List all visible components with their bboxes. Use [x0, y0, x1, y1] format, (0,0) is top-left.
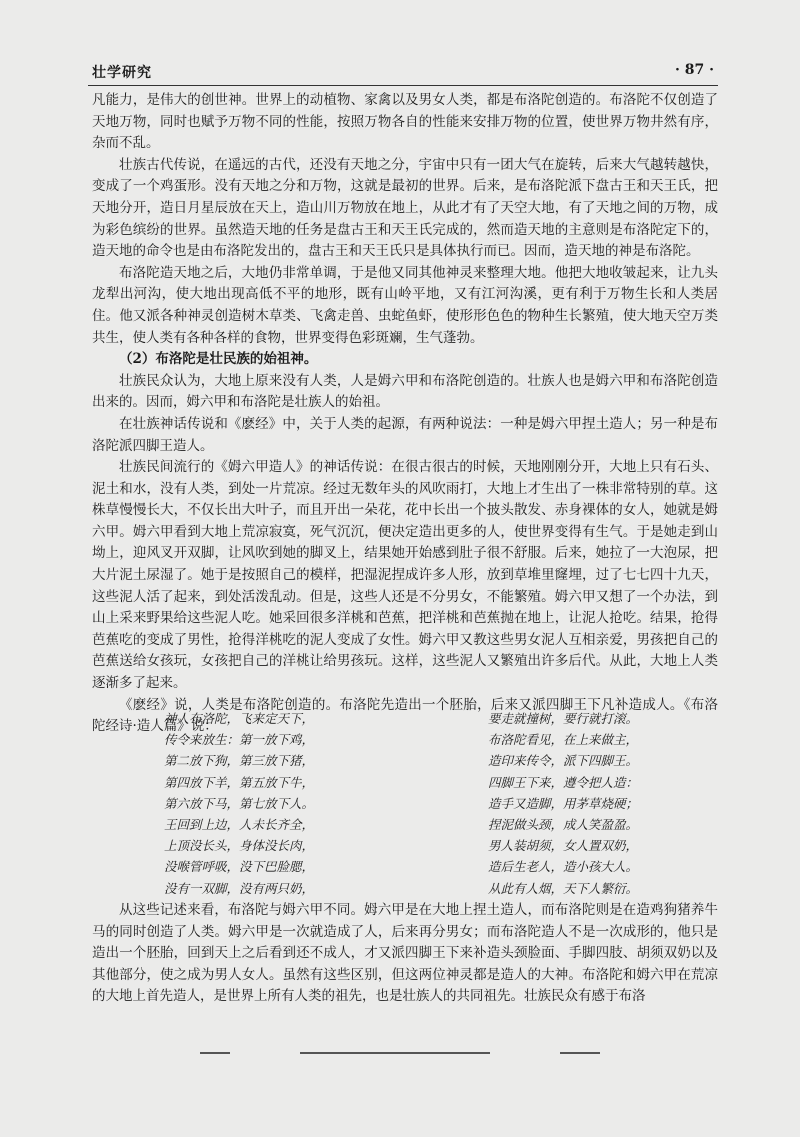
poem-line: 四脚王下来，遵令把人造： — [488, 774, 639, 790]
article-body-top — [92, 90, 718, 738]
poem-line: 上顶没长头，身体没长肉， — [164, 838, 315, 854]
paragraph: 壮族民众认为，大地上原来没有人类，人是姆六甲和布洛陀创造的。壮族人也是姆六甲和布洛陀创造出来的。因而，姆六甲和布洛陀是壮族人的始祖。 — [92, 372, 718, 411]
poem-line: 从此有人烟，天下人繁衍。 — [488, 880, 639, 896]
running-header — [92, 62, 714, 84]
poem-line: 第四放下羊，第五放下牛， — [164, 774, 315, 790]
poem-line: 传令来放生：第一放下鸡， — [164, 732, 315, 748]
paragraph: 壮族民间流行的《姆六甲造人》的神话传说：在很古很古的时候，天地刚刚分开，大地上只有石头、泥土和水，没有人类，到处一片荒凉。经过无数年头的风吹雨打，大地上才生出了一株非常特别的草。这株草慢慢长大，不仅长出大叶子，而且开出一朵花，花中长出一个披头散发、赤身裸体的女人，她就是姆六甲。姆六甲看到大地上荒凉寂寞，死气沉沉，便决定造出更多的人，使世界变得有生气。于是她走到山坳上，迎风叉开双脚，让风吹到她的脚叉上，结果她开始感到肚子很不舒服。后来，她拉了一大泡尿，把大片泥土尿湿了。她于是按照自己的模样，把湿泥捏成许多人形，放到草堆里窿埋，过了七七四十九天，这些泥人活了起来，到处活泼乱动。但是，这些人还是不分男女，不能繁殖。姆六甲又想了一个办法，到山上采来野果给这些泥人吃。她采回很多洋桃和芭蕉，把洋桃和芭蕉抛在地上，让泥人抢吃。结果，抢得芭蕉吃的变成了男性，抢得洋桃吃的泥人变成了女性。姆六甲又教这些男女泥人互相亲爱，男孩把自己的芭蕉送给女孩玩，女孩把自己的洋桃让给男孩玩。这样，这些泥人又繁殖出许多后代。从此，大地上人类逐渐多了起来。 — [92, 459, 718, 692]
poem-line: 第六放下马，第七放下人。 — [164, 795, 315, 811]
poem-right-column — [488, 708, 718, 899]
paragraph: （2）布洛陀是壮民族的始祖神。 — [119, 351, 318, 368]
poem-line: 捏泥做头颈，成人笑盈盈。 — [488, 817, 639, 833]
paragraph: 布洛陀造天地之后，大地仍非常单调，于是他又同其他神灵来整理大地。他把大地收皱起来，让九头龙犁出河沟，使大地出现高低不平的地形，既有山岭平地，又有江河沟溪，更有利于万物生长和人类居住。他又派各种神灵创造树木草类、飞禽走兽、虫蛇鱼虾，使形形色色的物种生长繁殖，使大地天空万类共生，使人类有各种各样的食物，世界变得色彩斑斓，生气蓬勃。 — [92, 264, 718, 346]
poem-line: 没喉管呼吸，没下巴脸腮， — [164, 859, 315, 875]
poem-line: 王回到上边，人未长齐全， — [164, 817, 315, 833]
header-rule — [88, 85, 718, 86]
poem-line: 要走就撞树，要行就打滚。 — [488, 711, 639, 726]
poem-left-column — [164, 708, 394, 899]
poem-line: 神人布洛陀，飞来定天下， — [164, 711, 315, 726]
poem-line: 没有一双脚，没有两只奶， — [164, 880, 315, 896]
footer-rule-segment — [300, 1052, 490, 1054]
paragraph: 壮族古代传说，在遥远的古代，还没有天地之分，宇宙中只有一团大气在旋转，后来大气越转越快，变成了一个鸡蛋形。没有天地之分和万物，这就是最初的世界。后来，是布洛陀派下盘古王和天王氏，把天地分开，造日月星辰放在天上，造山川万物放在地上，从此才有了天空大地，有了天地之间的万物，成为彩色缤纷的世界。虽然造天地的任务是盘古王和天王氏完成的，然而造天地的主意则是布洛陀定下的，造天地的命令也是由布洛陀发出的，盘古王和天王氏只是具体执行而已。因而，造天地的神是布洛陀。 — [92, 156, 718, 260]
article-body-bottom — [92, 900, 718, 1008]
paragraph: 凡能力，是伟大的创世神。世界上的动植物、家禽以及男女人类，都是布洛陀创造的。布洛陀不仅创造了天地万物，同时也赋予万物不同的性能，按照万物各自的性能来安排万物的位置，使世界万物井然有序，杂而不乱。 — [92, 92, 718, 152]
poem-line: 男人装胡须，女人置双奶， — [488, 838, 639, 854]
page-number: · 87 · — [675, 62, 714, 78]
paragraph: 在壮族神话传说和《麽经》中，关于人类的起源，有两种说法：一种是姆六甲捏土造人；另一种是布洛陀派四脚王造人。 — [92, 415, 718, 454]
footer-rule-segment — [200, 1052, 230, 1054]
paragraph: 《麽经》说，人类是布洛陀创造的。布洛陀先造出一个胚胎，后来又派四脚王下凡补造成人。《布洛陀经诗·造人篇》说： — [92, 696, 718, 735]
poem-line: 造印来传令，派下四脚王。 — [488, 753, 639, 769]
poem-line: 造手又造脚，用茅草烧硬； — [488, 795, 639, 811]
poem-line: 布洛陀看见，在上来做主， — [488, 732, 639, 748]
journal-title: 壮学研究 — [92, 65, 152, 81]
poem-line: 造后生老人，造小孩大人。 — [488, 859, 639, 875]
paragraph: 从这些记述来看，布洛陀与姆六甲不同。姆六甲是在大地上捏土造人，而布洛陀则是在造鸡狗猪养牛马的同时创造了人类。姆六甲是一次就造成了人，后来再分男女；而布洛陀造人不是一次成形的，他只是造出一个胚胎，回到天上之后看到还不成人，才又派四脚王下来补造头颈脸面、手脚四肢、胡须双奶以及其他部分，使之成为男人女人。虽然有这些区别，但这两位神灵都是造人的大神。布洛陀和姆六甲在荒凉的大地上首先造人，是世界上所有人类的祖先，也是壮族人的共同祖先。壮族民众有感于布洛 — [92, 902, 718, 1005]
footer-rule-segment — [560, 1052, 600, 1054]
poem-line: 第二放下狗，第三放下猪， — [164, 753, 315, 769]
